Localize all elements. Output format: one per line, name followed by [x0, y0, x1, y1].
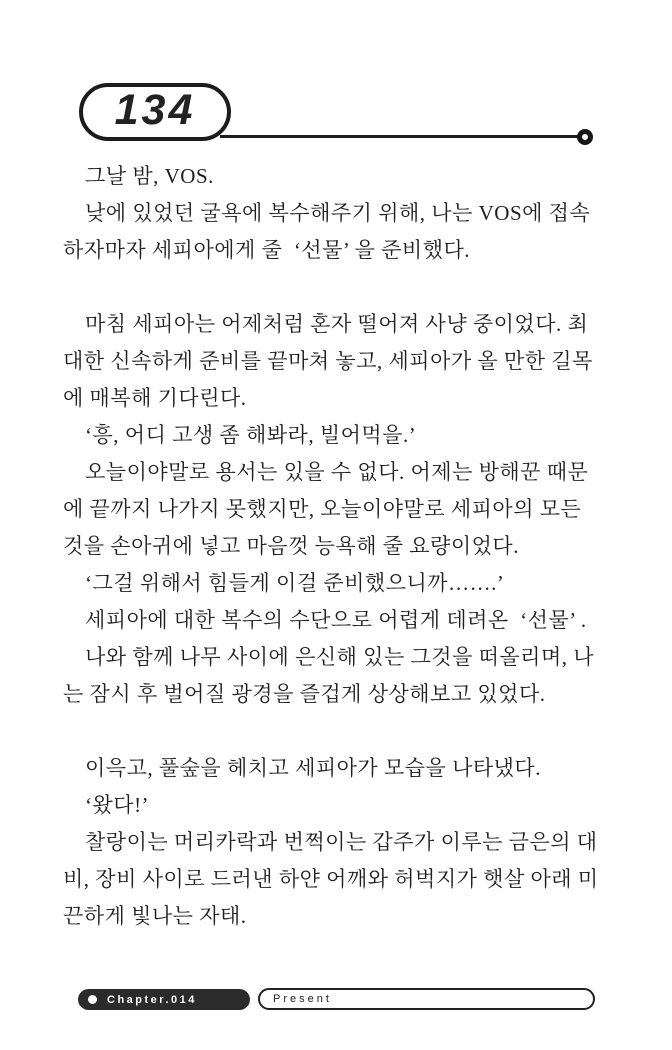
text-line: 나와 함께 나무 사이에 은신해 있는 그것을 떠올리며, 나 — [85, 645, 595, 669]
footer-chapter-pill — [78, 989, 250, 1010]
text-line: 하자마자 세피아에게 줄 ‘선물’ 을 준비했다. — [63, 238, 471, 262]
footer-present-pill — [258, 988, 595, 1010]
text-line: 그날 밤, VOS. — [85, 164, 214, 188]
footer-chapter-label: Chapter.014 — [107, 993, 197, 1006]
text-line: 이윽고, 풀숲을 헤치고 세피아가 모습을 나타냈다. — [85, 756, 541, 780]
text-line: 대한 신속하게 준비를 끝마쳐 놓고, 세피아가 올 만한 길목 — [63, 349, 593, 373]
text-line: ‘그걸 위해서 힘들게 이걸 준비했으니까…….’ — [85, 571, 505, 595]
text-line: 것을 손아귀에 넣고 마음껏 능욕해 줄 요량이었다. — [63, 534, 519, 558]
header-rule-line — [220, 135, 581, 138]
text-line: 는 잠시 후 벌어질 광경을 즐겁게 상상해보고 있었다. — [63, 682, 546, 706]
header-rule-end-ring-icon — [577, 129, 593, 145]
text-line: ‘흥, 어디 고생 좀 해봐라, 빌어먹을.’ — [85, 423, 417, 447]
text-line: ‘왔다!’ — [85, 793, 150, 817]
page-number-capsule — [79, 83, 231, 141]
text-body — [63, 158, 611, 935]
text-line: 낮에 있었던 굴욕에 복수해주기 위해, 나는 VOS에 접속 — [85, 201, 591, 225]
footer-present-label: Present — [273, 993, 332, 1005]
footer-bullet-dot-icon — [88, 995, 97, 1004]
text-line: 오늘이야말로 용서는 있을 수 없다. 어제는 방해꾼 때문 — [85, 460, 589, 484]
text-line: 에 매복해 기다린다. — [63, 386, 247, 410]
text-line: 세피아에 대한 복수의 수단으로 어렵게 데려온 ‘선물’ . — [85, 608, 587, 632]
text-line: 마침 세피아는 어제처럼 혼자 떨어져 사냥 중이었다. 최 — [85, 312, 589, 336]
text-line: 찰랑이는 머리카락과 번쩍이는 갑주가 이루는 금은의 대 — [85, 830, 598, 854]
text-line: 끈하게 빛나는 자태. — [63, 904, 247, 928]
page-number: 134 — [114, 85, 196, 134]
text-line: 에 끝까지 나가지 못했지만, 오늘이야말로 세피아의 모든 — [63, 497, 582, 521]
text-line: 비, 장비 사이로 드러낸 하얀 어깨와 허벅지가 햇살 아래 미 — [63, 867, 599, 891]
